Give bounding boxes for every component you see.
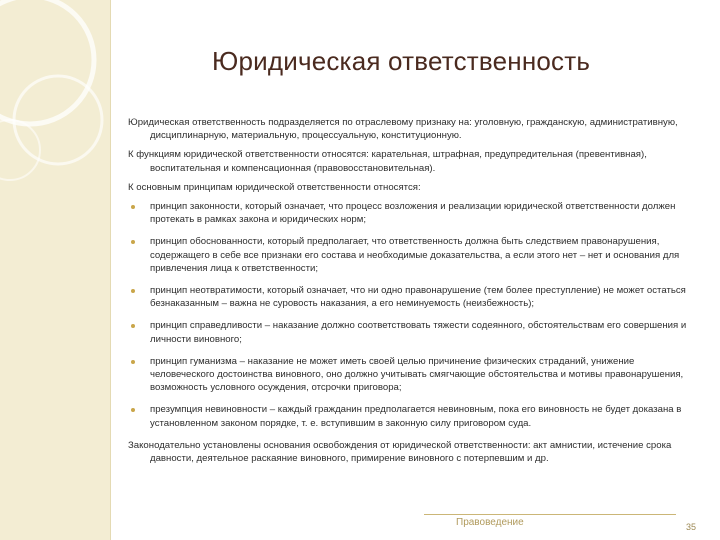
slide-body (128, 116, 696, 471)
list-item (128, 355, 696, 395)
sidebar-divider (110, 0, 111, 540)
closing-paragraph: Законодательно установлены основания освобождения от юридической ответственности: акт амнистии, истечение срока давности, деятельное раскаяние виновного, примирение виновного с потерпевшим и др. (128, 439, 672, 465)
bullet-icon (131, 240, 135, 244)
decorative-circles (0, 0, 110, 540)
principle-text: принцип справедливости – наказание должно соответствовать тяжести содеянного, обстоятельствам его совершения и личности виновного; (150, 320, 687, 345)
bullet-icon (131, 205, 135, 209)
bullet-icon (131, 289, 135, 293)
bullet-icon (131, 360, 135, 364)
intro-paragraph-functions: К функциям юридической ответственности относятся: карательная, штрафная, предупредительная (превентивная), воспитательная и компенсационная (правовосстановительная). (128, 149, 647, 174)
footer-subject: Правоведение (456, 517, 524, 528)
list-item (128, 403, 696, 429)
intro-paragraph-branches: Юридическая ответственность подразделяется по отраслевому признаку на: уголовную, гражданскую, административную, дисциплинарную, материальную, процессуальную, конституционную. (128, 117, 678, 142)
list-item (128, 235, 696, 275)
principles-list (128, 200, 696, 430)
bullet-icon (131, 408, 135, 412)
bullet-icon (131, 324, 135, 328)
decorative-sidebar (0, 0, 110, 540)
slide-title: Юридическая ответственность (212, 46, 591, 76)
principle-text: принцип гуманизма – наказание не может иметь своей целью причинение физических страданий, унижение человеческого достоинства виновного, оно должно учитывать смягчающие обстоятельства и мотивы правонарушения, возможность условного осуждения, отсрочки приговора; (150, 355, 684, 394)
principle-text: принцип законности, который означает, что процесс возложения и реализации юридической ответственности должен протекать в рамках закона и юридических норм; (150, 201, 676, 226)
principle-text: презумпция невиновности – каждый гражданин предполагается невиновным, пока его виновность не будет доказана в установленном законом порядке, т. е. вступившим в законную силу приговором суда. (150, 404, 682, 429)
footer-divider (424, 514, 676, 515)
intro-paragraph-principles: К основным принципам юридической ответственности относятся: (128, 181, 421, 193)
list-item (128, 319, 696, 345)
principle-text: принцип обоснованности, который предполагает, что ответственность должна быть следствием правонарушения, содержащего в себе все признаки его состава и необходимые доказательства, а если этого нет – нет и основания для привлечения лица к ответственности; (150, 236, 680, 274)
list-item (128, 200, 696, 226)
principle-text: принцип неотвратимости, который означает, что ни одно правонарушение (тем более преступление) не может остаться безнаказанным – важна не суровость наказания, а его неминуемость (неизбежность); (150, 285, 686, 310)
page-number: 35 (686, 522, 697, 532)
list-item (128, 284, 696, 310)
